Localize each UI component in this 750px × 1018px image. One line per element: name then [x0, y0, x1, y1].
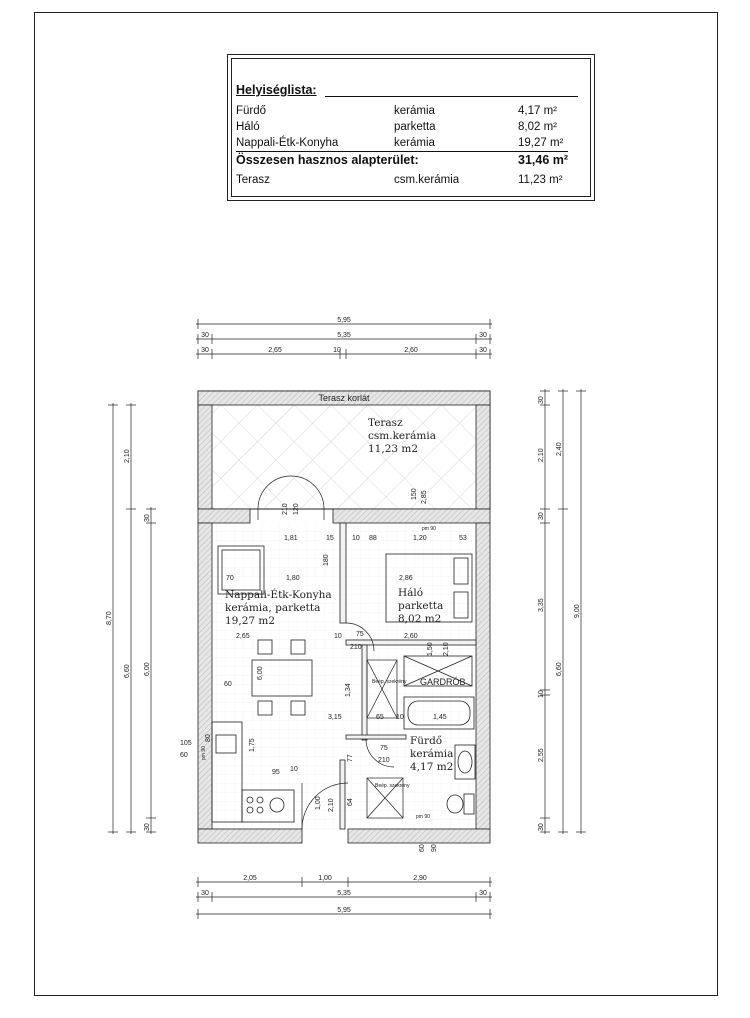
dim-label: 30 [538, 823, 545, 831]
dim-label: 10 [396, 714, 404, 721]
room-name: Háló [236, 121, 260, 133]
dim-label: 30 [479, 347, 487, 354]
top-dimensions [196, 319, 492, 359]
dim-label: 2,55 [538, 748, 545, 762]
dim-label: 6,60 [556, 662, 563, 676]
door-height-label: 210 [282, 503, 289, 515]
room-area: 4,17 m² [518, 105, 557, 117]
dim-label: 30 [201, 332, 209, 339]
window-height-label: 2,85 [421, 490, 428, 504]
dim-label: 2,05 [243, 875, 257, 882]
dim-label: 2,65 [268, 347, 282, 354]
terrace-area-value: 11,23 m2 [368, 443, 419, 455]
terrace-railing-label: Terasz korlát [318, 393, 370, 403]
dim-label: 1,34 [345, 683, 352, 697]
room-area: 8,02 m² [518, 121, 557, 133]
dim-label: 75 [380, 745, 388, 752]
dim-label: 6,00 [144, 662, 151, 676]
room-schedule-title: Helyiséglista: [236, 83, 317, 97]
dim-label: 60 [419, 844, 426, 852]
dim-label: 2,40 [556, 442, 563, 456]
window-label: pm 90 [201, 746, 207, 760]
room-material: parketta [394, 121, 436, 133]
room-material: kerámia [394, 137, 435, 149]
living-room-name: Nappali-Étk-Konyha [225, 589, 332, 601]
dim-label: 10 [538, 690, 545, 698]
window-label: pm 90 [422, 526, 436, 532]
room-area: 11,23 m² [518, 174, 563, 186]
dim-label: 1,81 [284, 535, 298, 542]
room-material: kerámia [394, 105, 435, 117]
dim-label: 6,60 [124, 664, 131, 678]
wardrobe-label: GARDRÓB [420, 677, 466, 687]
living-room-material: kerámia, parketta [225, 602, 321, 614]
dim-label: 9,00 [574, 604, 581, 618]
dim-label: 30 [538, 512, 545, 520]
dim-label: 10 [334, 633, 342, 640]
dim-label: 88 [369, 535, 377, 542]
room-area: 19,27 m² [518, 137, 564, 149]
dim-label: 5,35 [337, 890, 351, 897]
dim-label: 6,00 [257, 666, 264, 680]
dim-label: 8,70 [106, 611, 113, 625]
bedroom-name: Háló [398, 587, 424, 599]
dim-label: 1,00 [315, 796, 322, 810]
dim-label: 60 [224, 681, 232, 688]
dim-label: 210 [350, 644, 362, 651]
terrace-name: Terasz [368, 417, 403, 429]
dim-label: 30 [538, 396, 545, 404]
dim-label: 10 [333, 347, 341, 354]
dim-label: 53 [459, 535, 467, 542]
dim-label: 65 [376, 714, 384, 721]
dim-label: 30 [201, 347, 209, 354]
dim-label: 90 [431, 844, 438, 852]
total-label: Összesen hasznos alapterület: [236, 153, 419, 167]
dim-label: 105 [180, 740, 192, 747]
dim-label: 2,10 [538, 448, 545, 462]
dim-label: 5,95 [337, 317, 351, 324]
left-dimensions [108, 403, 156, 834]
dim-label: 2,10 [328, 798, 335, 812]
room-name: Terasz [236, 174, 270, 186]
dim-label: 2,60 [404, 347, 418, 354]
bedroom-area: 8,02 m2 [398, 613, 442, 625]
built-in-label: Beép. szekrény [375, 783, 410, 789]
dim-label: 75 [356, 631, 364, 638]
dim-label: 1,00 [318, 875, 332, 882]
terrace-material: csm.kerámia [368, 430, 436, 442]
dim-label: 70 [226, 575, 234, 582]
dim-label: 80 [205, 734, 212, 742]
dim-label: 1,50 [427, 642, 434, 656]
dim-label: 210 [378, 757, 390, 764]
door-height-label: 120 [293, 503, 300, 515]
built-in-label: Beép. szekrény [372, 679, 407, 685]
dim-label: 95 [272, 769, 280, 776]
bathroom-area: 4,17 m2 [410, 761, 454, 773]
dim-label: 2,90 [413, 875, 427, 882]
room-name: Nappali-Étk-Konyha [236, 137, 339, 149]
room-material: csm.kerámia [394, 174, 460, 186]
dim-label: 60 [180, 752, 188, 759]
dim-label: 2,10 [443, 642, 450, 656]
dim-label: 1,75 [249, 738, 256, 752]
dim-label: 77 [347, 754, 354, 762]
dim-label: 1,80 [286, 575, 300, 582]
dim-label: 5,35 [337, 332, 351, 339]
dim-label: 30 [201, 890, 209, 897]
dim-label: 30 [144, 514, 151, 522]
living-room-area: 19,27 m2 [225, 615, 276, 627]
dim-label: 3,15 [328, 714, 342, 721]
dim-label: 10 [290, 766, 298, 773]
terrace-area [198, 391, 490, 509]
dim-label: 30 [479, 890, 487, 897]
dim-label: 1,45 [433, 714, 447, 721]
dim-label: 2,86 [399, 575, 413, 582]
dim-label: 1,20 [413, 535, 427, 542]
bedroom-material: parketta [398, 600, 444, 612]
dim-label: 2,65 [236, 633, 250, 640]
total-area: 31,46 m² [518, 153, 569, 167]
dim-label: 2,10 [124, 449, 131, 463]
dim-label: 10 [352, 535, 360, 542]
room-name: Fürdő [236, 105, 267, 117]
dim-label: 2,60 [404, 633, 418, 640]
bathroom-material: kerámia [410, 748, 454, 760]
bathroom-name: Fürdő [410, 735, 443, 747]
dim-label: 180 [323, 554, 330, 566]
dim-label: 15 [326, 535, 334, 542]
window-height-label: 150 [411, 488, 418, 500]
window-label: pm 90 [416, 814, 430, 820]
dim-label: 30 [144, 823, 151, 831]
dim-label: 5,95 [337, 907, 351, 914]
dim-label: 3,35 [538, 598, 545, 612]
dim-label: 30 [479, 332, 487, 339]
dim-label: 64 [347, 798, 354, 806]
